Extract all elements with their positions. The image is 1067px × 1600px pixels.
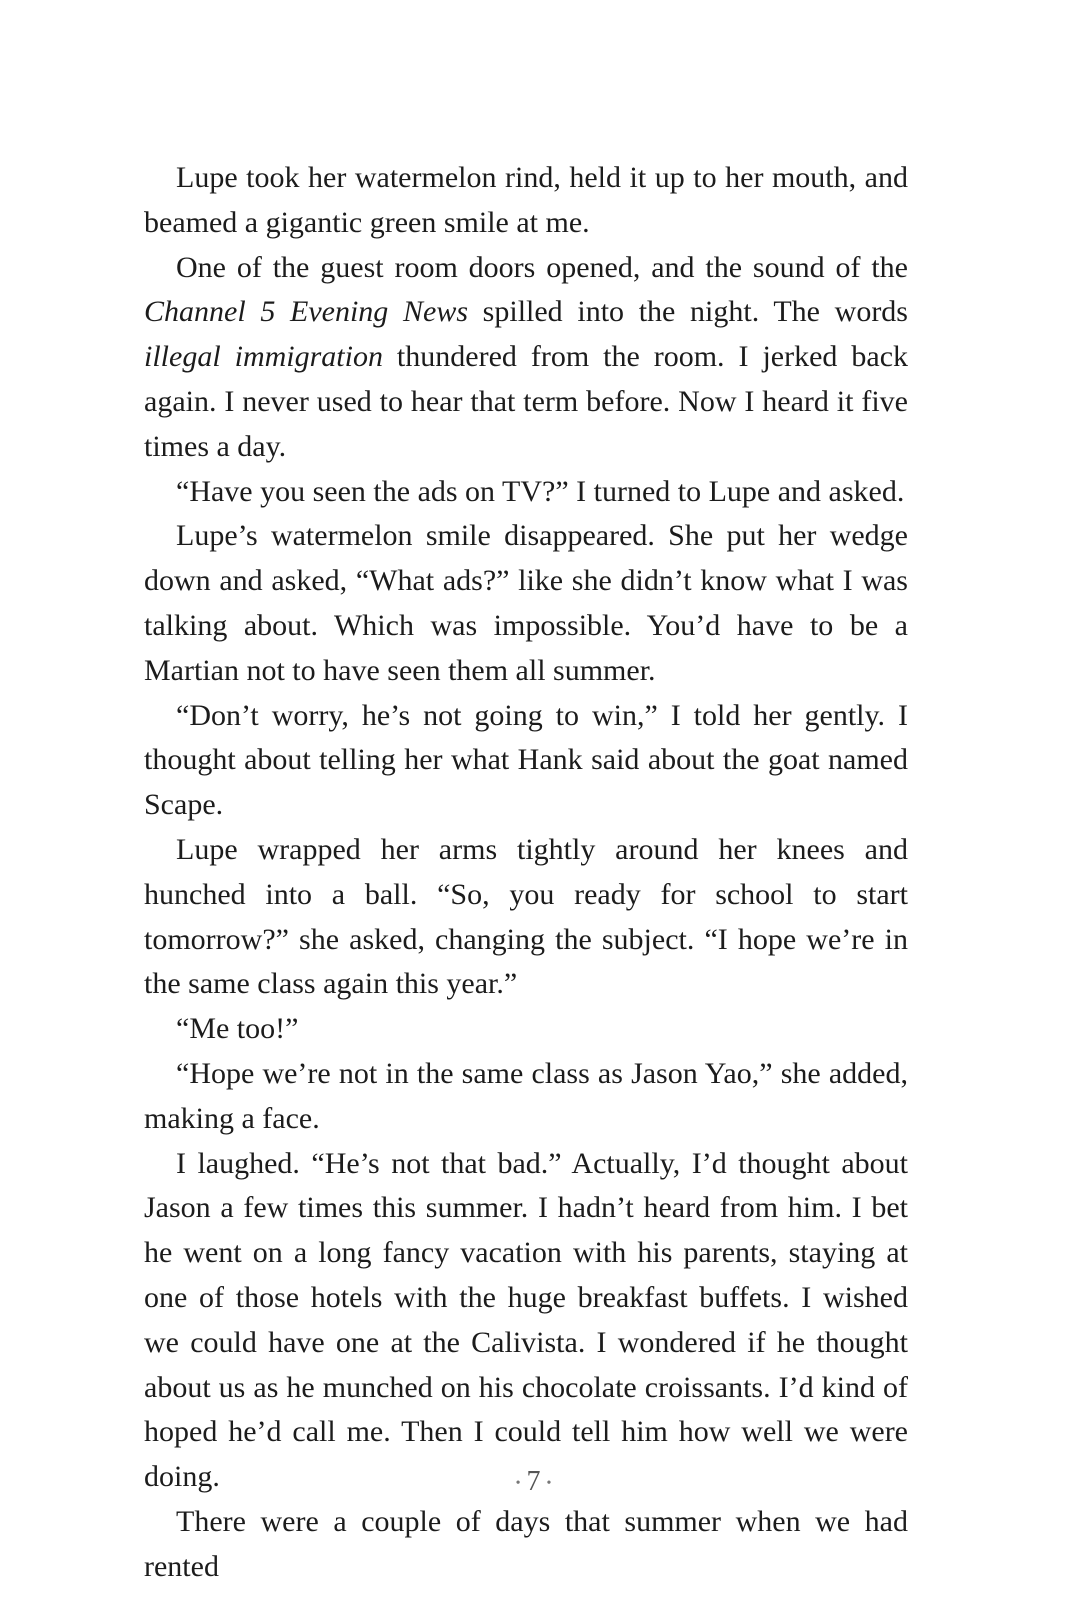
- paragraph: [144, 246, 908, 470]
- paragraph-text: spilled into the night. The words: [468, 295, 908, 329]
- paragraph-text: thundered from the room. I jerked back again. I never used to hear that term before. Now I heard it five times a day.: [144, 340, 909, 463]
- paragraph-text: “Me too!”: [176, 1012, 299, 1046]
- paragraph-text: “Don’t worry, he’s not going to win,” I told her gently. I thought about telling her what Hank said about the goat named Scape.: [144, 698, 908, 822]
- italic-title-text: Channel 5 Evening News: [144, 295, 468, 329]
- paragraph-text: Lupe’s watermelon smile disappeared. She put her wedge down and asked, “What ads?” like she didn’t know what I was talking about. Which was impossible. You’d have to be a Martian not to have seen them all summer.: [144, 519, 908, 687]
- italic-title-text: illegal immigration: [144, 340, 383, 374]
- page-body: [144, 156, 908, 1590]
- paragraph: [144, 828, 908, 1007]
- paragraph: [144, 470, 908, 515]
- paragraph-text: Lupe took her watermelon rind, held it up to her mouth, and beamed a gigantic green smile at me.: [144, 161, 908, 239]
- paragraph-text: “Hope we’re not in the same class as Jason Yao,” she added, making a face.: [144, 1056, 908, 1135]
- paragraph: [144, 156, 908, 246]
- paragraph-text: Lupe wrapped her arms tightly around her knees and hunched into a ball. “So, you ready for school to start tomorrow?” she asked, changing the subject. “I hope we’re in the same class again this year.”: [144, 832, 908, 1001]
- paragraph: [144, 1007, 908, 1052]
- paragraph-text: One of the guest room doors opened, and the sound of the: [176, 250, 908, 284]
- paragraph: [144, 1052, 908, 1142]
- folio-ornament-right: •: [546, 1475, 552, 1491]
- page-number-text: 7: [526, 1466, 541, 1497]
- paragraph: [144, 1500, 908, 1590]
- paragraph: [144, 694, 908, 828]
- page-number: [0, 1466, 1067, 1498]
- folio-ornament-left: •: [515, 1475, 521, 1491]
- paragraph-text: I laughed. “He’s not that bad.” Actually, I’d thought about Jason a few times this summer. I hadn’t heard from him. I bet he went on a long fancy vacation with his parents, staying at one of those hotels with the huge breakfast buffets. I wished we could have one at the Calivista. I wondered if he thought about us as he munched on his chocolate croissants. I’d kind of hoped he’d call me. Then I could tell him how well we were doing.: [144, 1146, 908, 1494]
- paragraph-text: “Have you seen the ads on TV?” I turned to Lupe and asked.: [176, 474, 905, 508]
- paragraph: [144, 1142, 908, 1500]
- paragraph: [144, 514, 908, 693]
- paragraph-text: There were a couple of days that summer when we had rented: [144, 1504, 908, 1583]
